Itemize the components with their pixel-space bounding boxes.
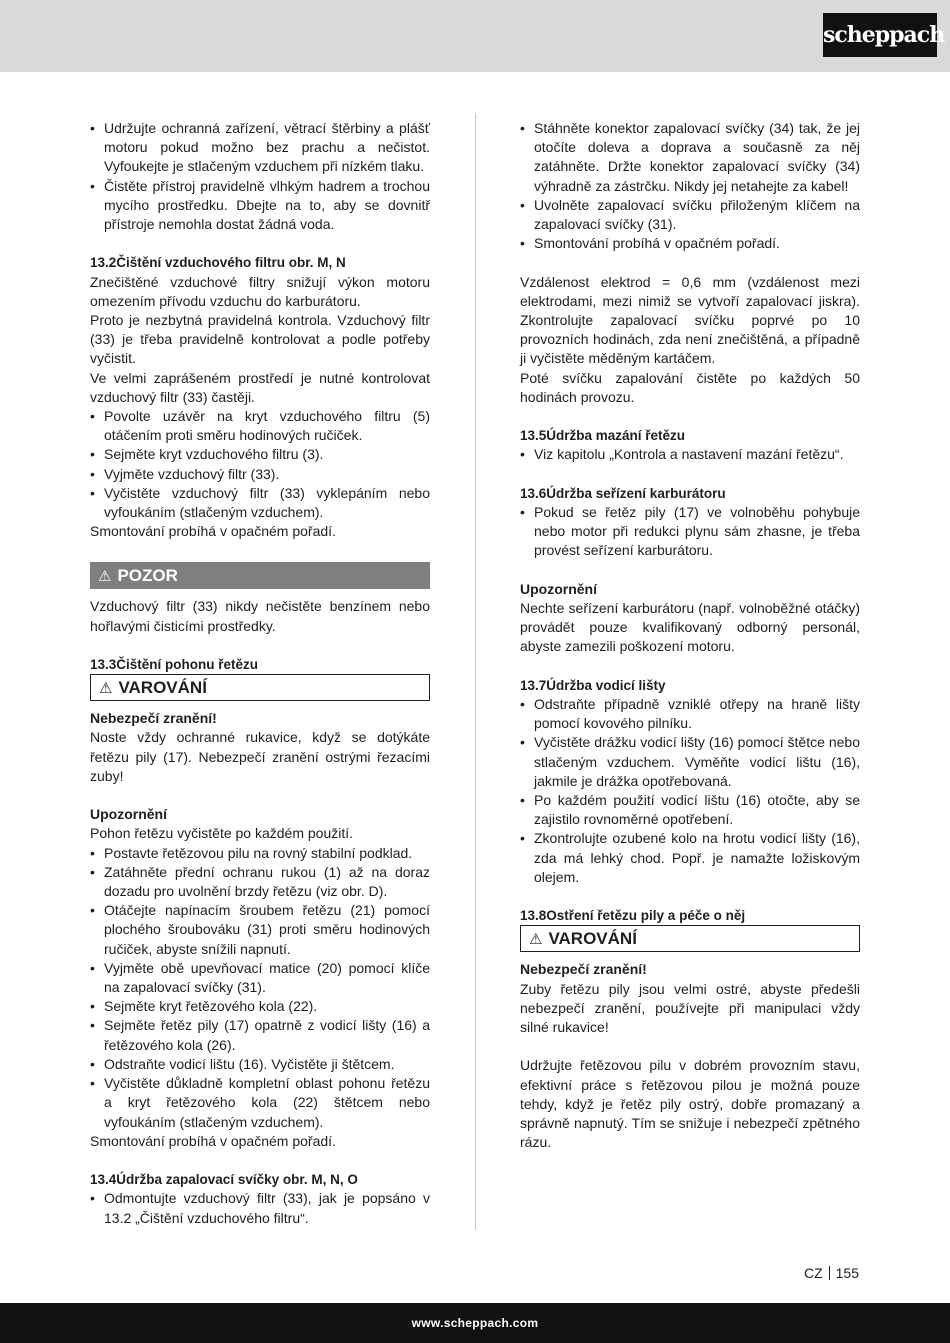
language-code: CZ — [803, 1265, 823, 1281]
varovani-label: VAROVÁNÍ — [118, 678, 207, 698]
list-item: • Po každém použití vodicí lištu (16) otočte, aby se zajistilo rovnoměrné opotřebení. — [520, 791, 860, 829]
danger-title: Nebezpečí zranění! — [520, 961, 647, 978]
section-heading-13-8: 13.8Ostření řetězu pily a péče o něj — [520, 908, 746, 924]
danger-title: Nebezpečí zranění! — [90, 710, 217, 727]
section-heading-13-2: 13.2Čištění vzduchového filtru obr. M, N — [90, 255, 346, 271]
warning-triangle-icon: ⚠ — [99, 680, 113, 698]
page-number-value: 155 — [835, 1265, 859, 1281]
list-item: • Otáčejte napínacím šroubem řetězu (21) pomocí plochého šroubováku (31) proti směru hodinových ručiček, abyste snížili napnutí. — [90, 901, 430, 959]
paragraph: Znečištěné vzduchové filtry snižují výkon motoru omezením přívodu vzduchu do karburátoru. — [90, 273, 430, 309]
notice-title: Upozornění — [90, 806, 167, 823]
list-item: • Zatáhněte přední ochranu rukou (1) až na doraz dozadu pro uvolnění brzdy řetězu (viz obr. D). — [90, 863, 430, 901]
bullet-list — [90, 1189, 430, 1227]
reassembly-note: Smontování probíhá v opačném pořadí. — [90, 523, 336, 540]
bullet-list — [520, 445, 860, 464]
list-item: • Sejměte kryt řetězového kola (22). — [90, 997, 430, 1016]
list-item: • Sejměte kryt vzduchového filtru (3). — [90, 445, 430, 464]
left-column — [90, 119, 430, 1228]
list-item: • Zkontrolujte ozubené kolo na hrotu vodicí lišty (16), zda má lehký chod. Popř. je namažte ložiskovým olejem. — [520, 829, 860, 887]
list-item: • Vyčistěte vzduchový filtr (33) vyklepáním nebo vyfoukáním (stlačeným vzduchem). — [90, 484, 430, 522]
notice-title: Upozornění — [520, 580, 597, 597]
list-item: • Uvolněte zapalovací svíčku přiloženým klíčem na zapalovací svíčky (31). — [520, 196, 860, 234]
paragraph: Poté svíčku zapalování čistěte po každých 50 hodinách provozu. — [520, 369, 860, 405]
separator — [829, 1266, 830, 1280]
bullet-list — [520, 695, 860, 887]
section-heading-13-6: 13.6Údržba seřízení karburátoru — [520, 485, 726, 501]
scheppach-logo: scheppach — [823, 13, 937, 57]
list-item: • Sejměte řetěz pily (17) opatrně z vodicí lišty (16) a řetězového kola (26). — [90, 1016, 430, 1054]
right-column — [520, 119, 860, 1152]
bullet-list — [520, 119, 860, 253]
list-item: • Odmontujte vzduchový filtr (33), jak je popsáno v 13.2 „Čištění vzduchového filtru“. — [90, 1189, 430, 1227]
paragraph: Proto je nezbytná pravidelná kontrola. Vzduchový filtr (33) je třeba pravidelně kontrolovat a podle potřeby vyčistit. — [90, 312, 430, 367]
bullet-list — [90, 407, 430, 522]
pozor-text: Vzduchový filtr (33) nikdy nečistěte benzínem nebo hořlavými čisticími prostředky. — [90, 598, 430, 634]
danger-text: Noste vždy ochranné rukavice, když se dotýkáte řetězu pily (17). Nebezpečí zranění ostrými řezacími zuby! — [90, 729, 430, 784]
list-item: • Stáhněte konektor zapalovací svíčky (34) tak, že jej otočíte doleva a doprava a současně za něj zatáhněte. Držte konektor zapalovací svíčky (34) výhradně za zástrčku. Nikdy jej netahejte za kabel! — [520, 119, 860, 196]
list-item: • Odstraňte vodicí lištu (16). Vyčistěte ji štětcem. — [90, 1055, 430, 1074]
warning-triangle-icon: ⚠ — [98, 568, 112, 586]
bullet-list — [90, 844, 430, 1132]
paragraph: Ve velmi zaprášeném prostředí je nutné kontrolovat vzduchový filtr (33) častěji. — [90, 369, 430, 405]
varovani-box — [90, 674, 430, 701]
list-item: • Vyčistěte důkladně kompletní oblast pohonu řetězu a kryt řetězového kola (22) štětcem nebo vyfoukáním (stlačeným vzduchem). — [90, 1074, 430, 1132]
list-item: • Udržujte ochranná zařízení, větrací štěrbiny a plášť motoru pokud možno bez prachu a nečistot. Vyfoukejte je stlačeným vzduchem při nízkém tlaku. — [90, 119, 430, 177]
varovani-label: VAROVÁNÍ — [548, 929, 637, 949]
paragraph: Udržujte řetězovou pilu v dobrém provozním stavu, efektivní práce s řetězovou pilou je možná pouze tehdy, když je řetěz pily ostrý, dobře promazaný a správně napnutý. Tím se snižuje i nebezpečí zpětného rázu. — [520, 1057, 860, 1151]
notice-text: Pohon řetězu vyčistěte po každém použití. — [90, 825, 354, 842]
intro-bullet-list — [90, 119, 430, 234]
page-number — [804, 1265, 859, 1281]
list-item: • Viz kapitolu „Kontrola a nastavení mazání řetězu“. — [520, 445, 860, 464]
list-item: • Vyjměte vzduchový filtr (33). — [90, 465, 430, 484]
varovani-box — [520, 925, 860, 952]
bullet-list — [520, 503, 860, 561]
list-item: • Postavte řetězovou pilu na rovný stabilní podklad. — [90, 844, 430, 863]
list-item: • Povolte uzávěr na kryt vzduchového filtru (5) otáčením proti směru hodinových ručiček. — [90, 407, 430, 445]
section-heading-13-4: 13.4Údržba zapalovací svíčky obr. M, N, O — [90, 1172, 358, 1188]
list-item: • Vyčistěte drážku vodicí lišty (16) pomocí štětce nebo stlačeným vzduchem. Vyměňte vodicí lištu (16), jakmile je drážka opotřebovaná. — [520, 733, 860, 791]
paragraph: Vzdálenost elektrod = 0,6 mm (vzdálenost mezi elektrodami, mezi nimiž se vytvoří zapalovací jiskra). Zkontrolujte zapalovací svíčku poprvé po 10 provozních hodinách, zda není znečištěná, a případně ji vyčistěte měděným kartáčem. — [520, 273, 860, 367]
list-item: • Čistěte přístroj pravidelně vlhkým hadrem a trochou mycího prostředku. Dbejte na to, aby se dovnitř přístroje nemohla dostat žádná voda. — [90, 177, 430, 235]
list-item: • Smontování probíhá v opačném pořadí. — [520, 234, 860, 253]
danger-text: Zuby řetězu pily jsou velmi ostré, abyste předešli nebezpečí zranění, používejte při manipulaci vždy silné rukavice! — [520, 980, 860, 1036]
notice-text: Nechte seřízení karburátoru (např. volnoběžné otáčky) provádět pouze kvalifikovaný odborný personál, abyste zamezili poškození motoru. — [520, 600, 860, 655]
list-item: • Vyjměte obě upevňovací matice (20) pomocí klíče na zapalovací svíčky (31). — [90, 959, 430, 997]
section-heading-13-3: 13.3Čištění pohonu řetězu — [90, 657, 259, 673]
section-heading-13-5: 13.5Údržba mazání řetězu — [520, 428, 686, 444]
list-item: • Odstraňte případně vzniklé otřepy na hraně lišty pomocí kovového pilníku. — [520, 695, 860, 733]
column-divider — [475, 113, 476, 1230]
pozor-box — [90, 562, 430, 589]
section-heading-13-7: 13.7Údržba vodicí lišty — [520, 677, 666, 693]
warning-triangle-icon: ⚠ — [529, 931, 543, 949]
header-band — [0, 0, 950, 72]
reassembly-note: Smontování probíhá v opačném pořadí. — [90, 1132, 336, 1149]
footer-url: www.scheppach.com — [411, 1316, 539, 1330]
pozor-label: POZOR — [117, 566, 178, 586]
list-item: • Pokud se řetěz pily (17) ve volnoběhu pohybuje nebo motor při redukci plynu sám zhasne, je třeba provést seřízení karburátoru. — [520, 503, 860, 561]
